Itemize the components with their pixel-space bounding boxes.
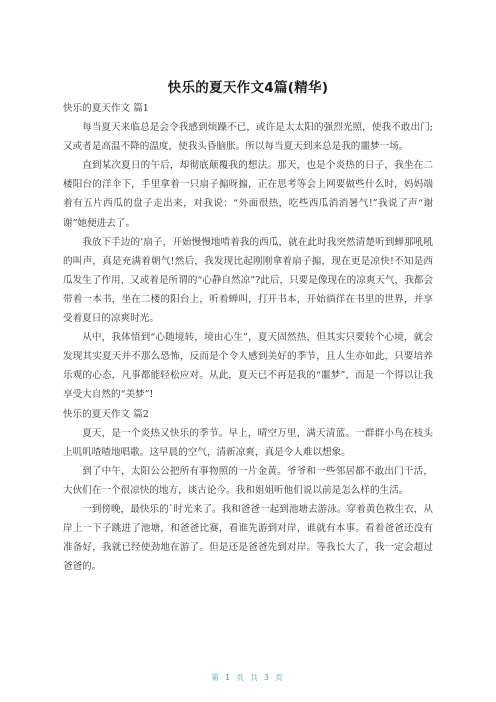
page-footer: 第 1 页 共 3 页 xyxy=(211,673,285,682)
paragraph: 每当夏天来临总是会令我感到烦躁不已，或许是太太阳的强烈光照，使我不敢出门;又或者是高温不降的温度，使我头昏脑胀。所以每当夏天到来总是我的噩梦一场。 xyxy=(63,122,433,153)
section-heading: 快乐的夏天作文 篇2 xyxy=(63,408,149,420)
paragraph: 一到傍晚，最快乐的`时光来了。我和爸爸一起到池塘去游泳。穿着黄色救生衣，从岸上一下子跳进了池塘，和爸爸比赛，看谁先游到对岸，谁就有本事。看着爸爸还没有准备好，我就已经使劲地在游了。但是还是爸爸先到对岸。等我长大了，我一定会超过爸爸的。 xyxy=(63,503,433,573)
document-body xyxy=(63,99,433,576)
paragraph: 我放下手边的’扇子，开始慢慢地啃着我的西瓜，就在此时我突然清楚听到蝉那吼吼的叫声，真是充满着朝气!然后，我发现比起刚刚拿着扇子搧，现在更是凉快!不知是西瓜发生了作用，又或着是所谓的“心静自然凉”?此后，只要是像现在的凉爽天气，我都会带着一本书，坐在二楼的阳台上，听着蝉叫，打开书本，开始徜徉在书里的世界，并享受着夏日的凉爽时光。 xyxy=(63,236,433,325)
paragraph: 直到某次夏日的午后，却彻底颠覆我的想法。那天，也是个炎热的日子，我坐在二楼阳台的洋伞下，手里拿着一只扇子搧呀搧，正在思考等会上网要做些什么时，妈妈端着有五片西瓜的盘子走出来，对我说：“外面很热，吃些西瓜消消暑气!”我说了声“谢谢”她便进去了。 xyxy=(63,160,433,229)
document-title: 快乐的夏天作文4篇(精华) xyxy=(167,80,329,96)
paragraph: 夏天，是一个炎热又快乐的季节。早上，晴空万里，满天清蓝。一群群小鸟在枝头上叽叽喳喳地唱歌。这早晨的空气，清新凉爽，真是令人难以想象。 xyxy=(63,427,433,458)
paragraph: 到了中午，太阳公公把所有事物照的一片金黄。爷爷和一些邻居都不敢出门干活，大伙们在一个很凉快的地方，谈古论今。我和姐姐听他们说以前是怎么样的生活。 xyxy=(63,465,433,496)
paragraph: 从中，我体悟到“心随境转，境由心生”，夏天固然热，但其实只要转个心境，就会发现其实夏天并不那么恐怖，反而是个令人感到美好的季节，且人生亦如此，只要培养乐观的心态，凡事都能轻松应对。从此，夏天已不再是我的“噩梦”，而是一个得以让我享受大自然的“美梦”! xyxy=(63,332,433,401)
section-heading: 快乐的夏天作文 篇1 xyxy=(63,103,149,114)
